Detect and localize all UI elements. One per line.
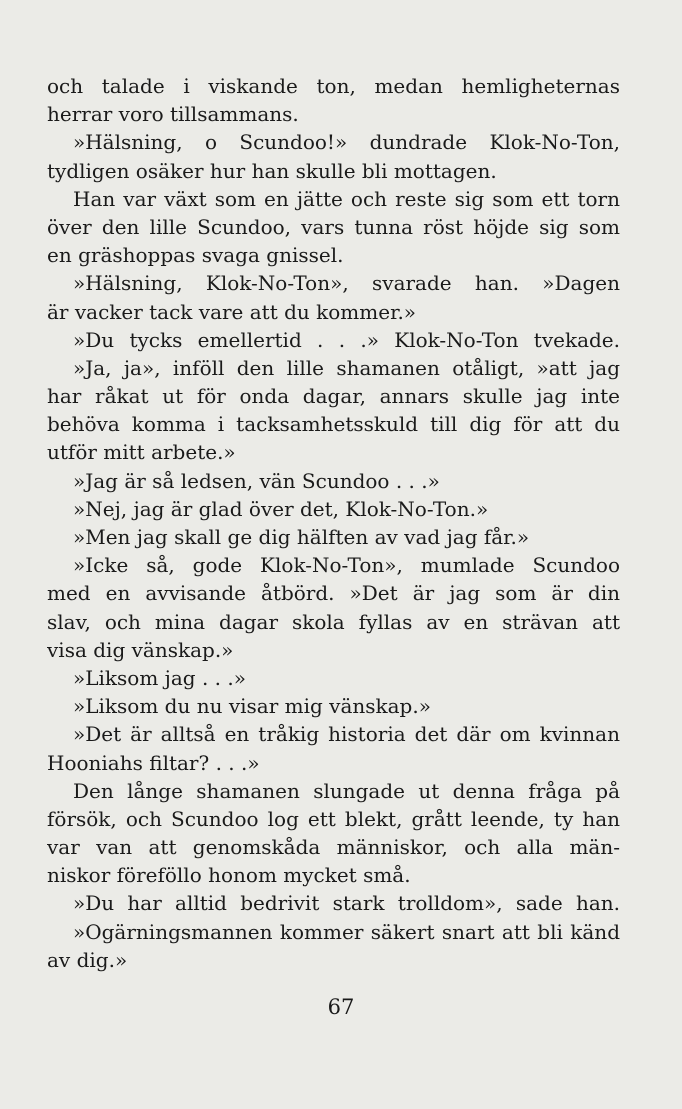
page-number: 67 [327, 995, 355, 1019]
text-line: »Du har alltid bedrivit stark trolldom», sade han. [73, 891, 620, 916]
text-line: Han var växt som en jätte och reste sig som ett torn [73, 186, 620, 211]
text-line: »Ogärningsmannen kommer säkert snart att bli känd [73, 919, 620, 944]
text-line: Hooniahs filtar? . . .» [47, 750, 260, 775]
text-line: »Det är alltså en tråkig historia det där om kvinnan [73, 722, 620, 747]
text-line: »Du tycks emellertid . . .» Klok-No-Ton tvekade. [73, 327, 620, 352]
text-line: behöva komma i tacksamhetsskuld till dig för att du [47, 412, 620, 437]
text-line: »Icke så, gode Klok-No-Ton», mumlade Scundoo [73, 553, 620, 578]
text-line: med en avvisande åtbörd. »Det är jag som är din [47, 581, 620, 606]
text-line: Den långe shamanen slungade ut denna fråga på [73, 778, 620, 803]
text-line: utför mitt arbete.» [47, 440, 236, 465]
text-line: »Nej, jag är glad över det, Klok-No-Ton.» [73, 496, 489, 521]
text-line: »Jag är så ledsen, vän Scundoo . . .» [73, 468, 440, 493]
text-line: herrar voro tillsammans. [47, 102, 299, 127]
text-line: har råkat ut för onda dagar, annars skulle jag inte [47, 384, 620, 409]
text-line: niskor föreföllo honom mycket små. [47, 863, 411, 888]
text-line: var van att genomskåda människor, och alla män- [47, 835, 620, 860]
text-line: visa dig vänskap.» [47, 637, 234, 662]
text-line: av dig.» [47, 947, 128, 972]
text-line: försök, och Scundoo log ett blekt, grått leende, ty han [47, 806, 620, 831]
text-line: »Men jag skall ge dig hälften av vad jag får.» [73, 525, 530, 549]
text-line: »Liksom jag . . .» [73, 665, 246, 690]
text-line: slav, och mina dagar skola fyllas av en strävan att [47, 609, 620, 634]
text-line: »Liksom du nu visar mig vänskap.» [73, 694, 431, 719]
text-line: »Hälsning, o Scundoo!» dundrade Klok-No-Ton, [73, 130, 620, 155]
text-line: en gräshoppas svaga gnissel. [47, 243, 344, 268]
text-line: och talade i viskande ton, medan hemligheternas [47, 74, 620, 98]
text-line: »Hälsning, Klok-No-Ton», svarade han. »Dagen [73, 271, 620, 296]
body-text [47, 72, 620, 974]
text-line: »Ja, ja», inföll den lille shamanen otåligt, »att jag [73, 355, 620, 380]
text-line: är vacker tack vare att du kommer.» [47, 299, 417, 324]
text-line: tydligen osäker hur han skulle bli mottagen. [47, 158, 497, 183]
text-line: över den lille Scundoo, vars tunna röst höjde sig som [47, 214, 620, 239]
